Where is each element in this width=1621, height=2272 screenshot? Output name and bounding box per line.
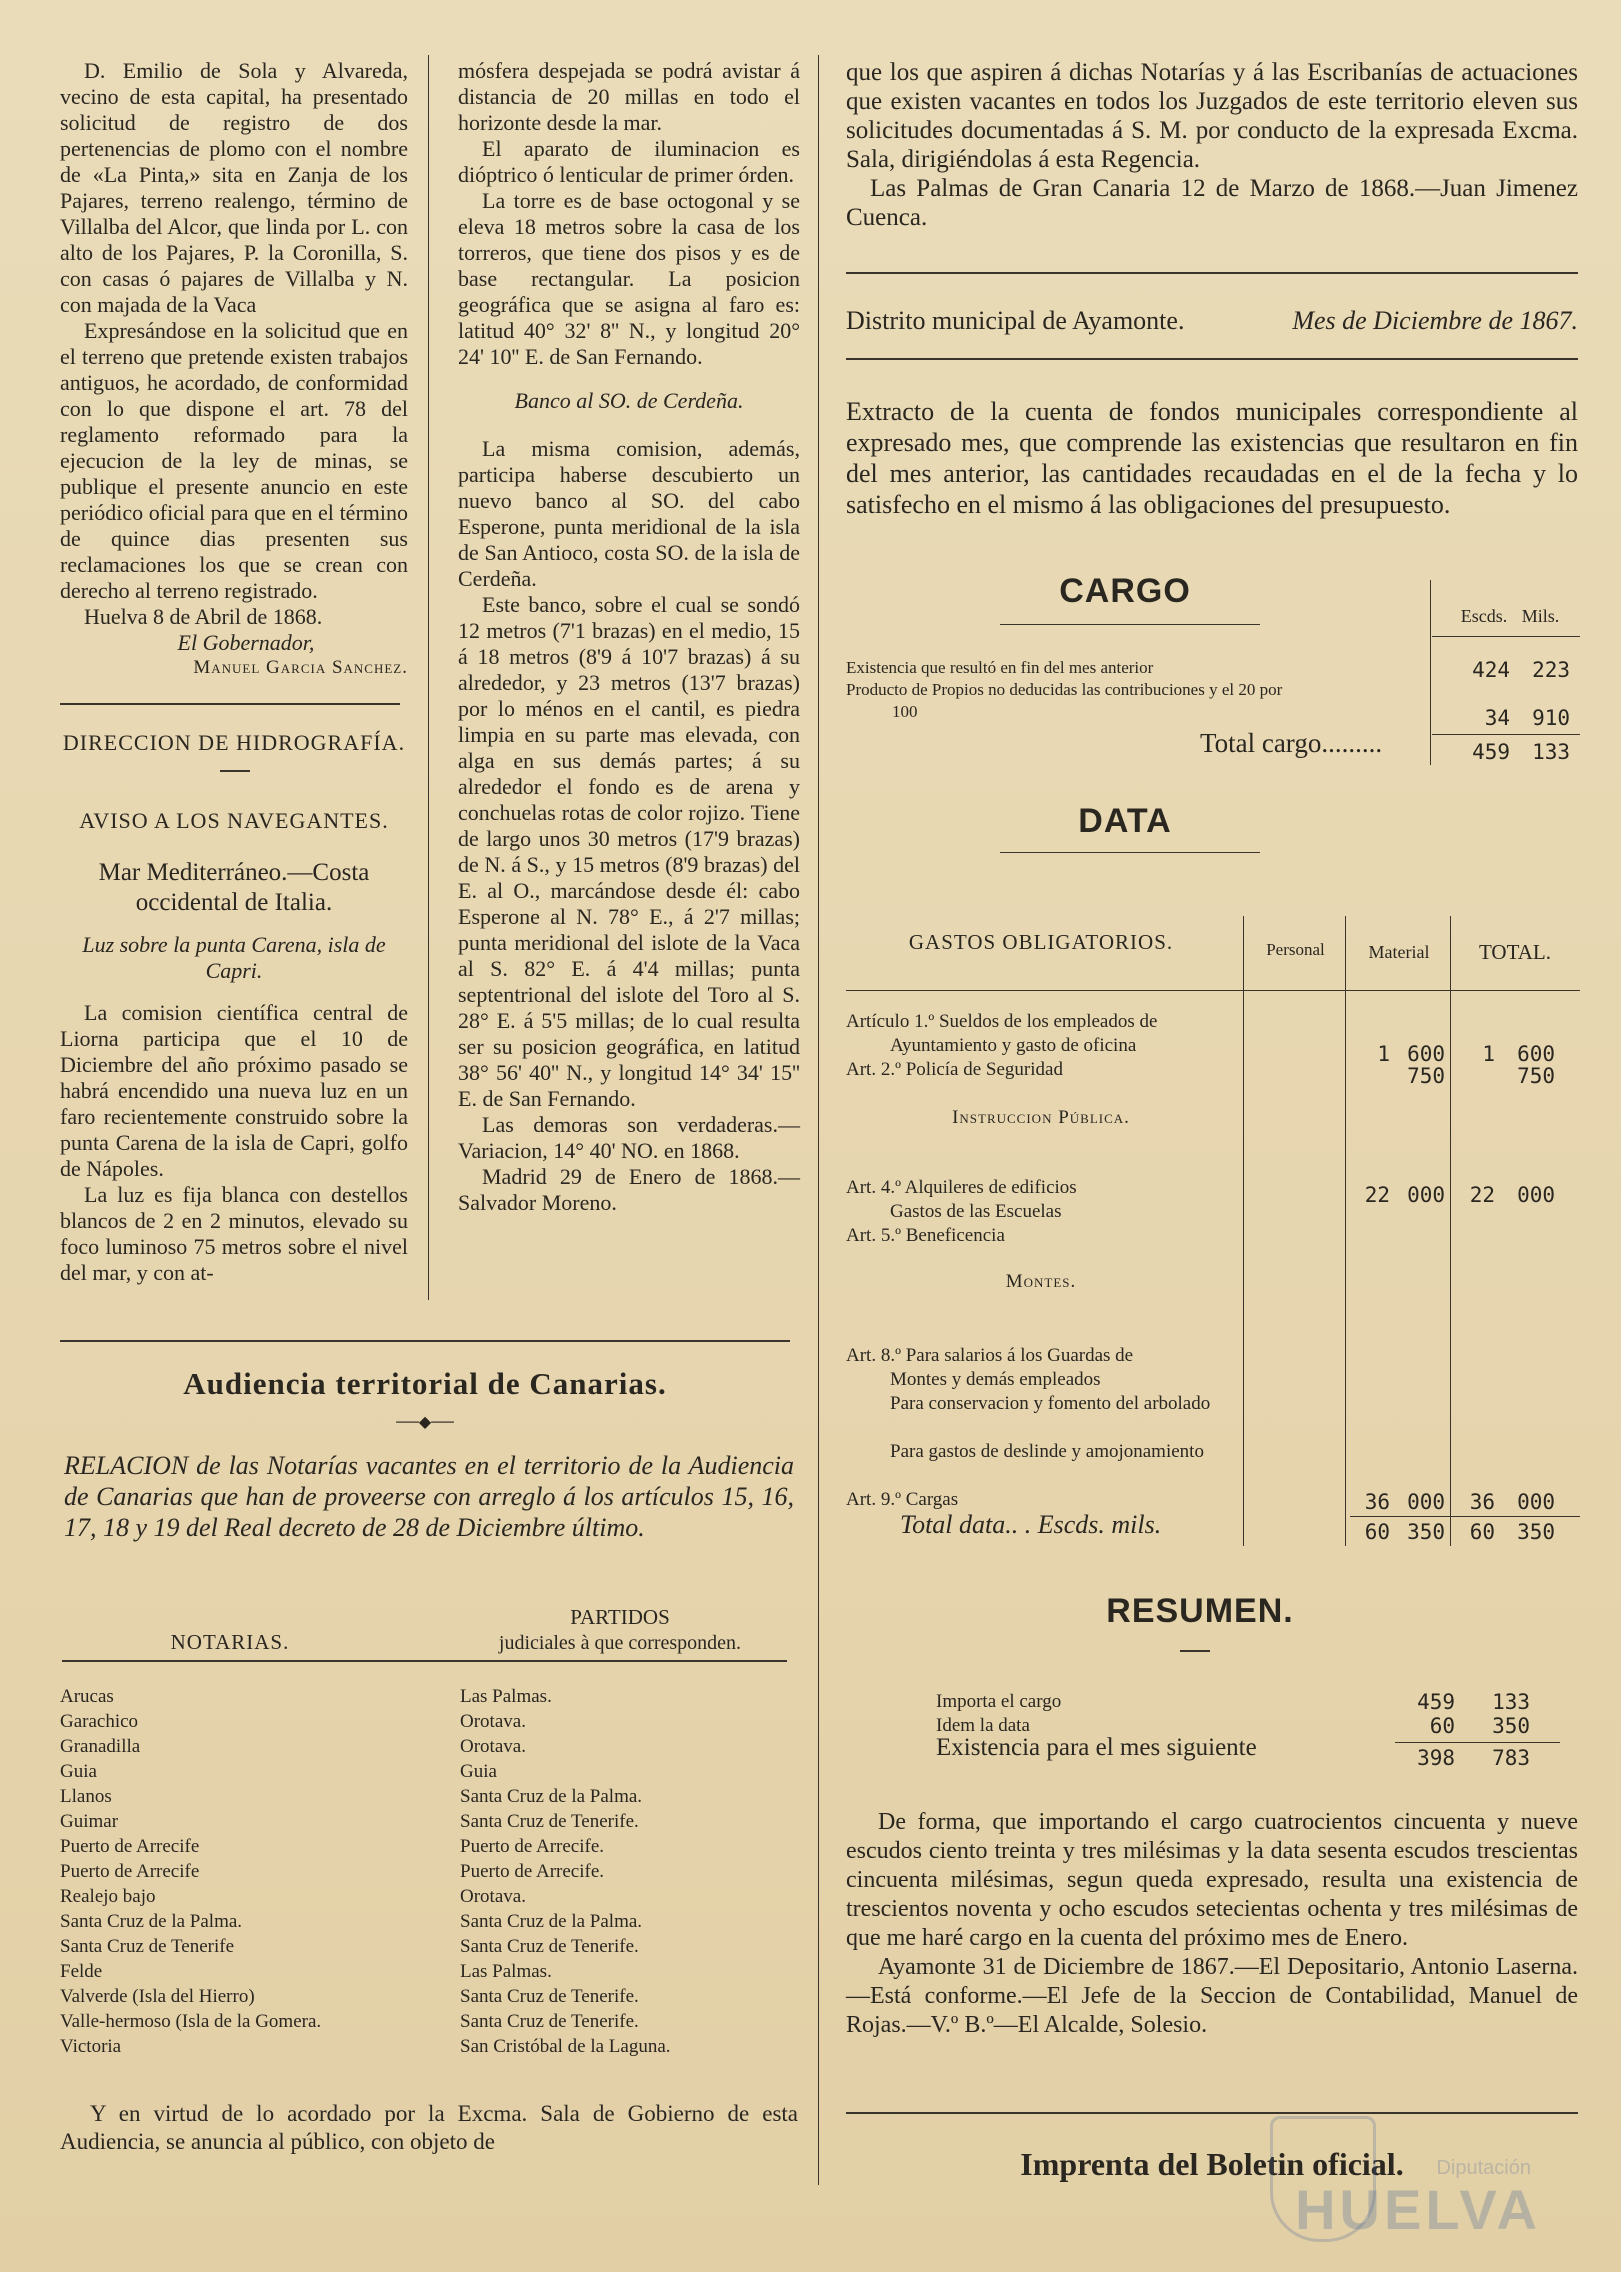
a4-total-escudos: 22 [1469,1183,1495,1207]
mining-notice-cont: Expresándose en la solicitud que en el terreno que pretende existen trabajos antiguos, he acordado, de conformidad con lo que dispone el art. 78 del reglamento reformado para la ejecucion de la ley de minas, se publique el presente anuncio en este periódico oficial para que en el término de quince dias presenten sus reclamaciones los que se crean con derecho al terreno registrado. [60,318,408,603]
audiencia-closing: Y en virtud de lo acordado por la Excma. Sala de Gobierno de esta Audiencia, se anuncia al público, con objeto de [60,2101,798,2154]
total-data: Total data.. . Escds. mils. [900,1510,1162,1539]
notaria-cell: Realejo bajo [60,1886,156,1907]
montes-heading: Montes. [1005,1271,1077,1292]
imprenta: Imprenta del Boletin oficial. [1020,2146,1404,2182]
notaria-cell: Felde [60,1961,103,1982]
divider [60,703,400,705]
resumen-title: RESUMEN. [1106,1592,1294,1630]
data-title: DATA [1078,802,1172,840]
a4-total-milesimas: 000 [1517,1183,1555,1207]
cargo-sum-rule [1432,734,1580,735]
notarias-header: NOTARIAS. [170,1630,290,1654]
total-cargo-milesimas: 133 [1532,740,1570,764]
cargo-column-rule [1430,580,1431,765]
divider [846,2112,1578,2114]
cargo2-milesimas: 910 [1532,706,1570,730]
aviso-navegantes: AVISO A LOS NAVEGANTES. [79,808,389,833]
resumen-existencia: Existencia para el mes siguiente [936,1734,1257,1761]
notaria-cell: Santa Cruz de la Palma. [60,1911,243,1932]
bank-description: Este banco, sobre el cual se sondó 12 metros (7'1 brazas) en el medio, 15 á 18 metros (8'9 á 10'7 brazas) á su alrededor, y 23 metros (13'7 brazas) por lo ménos en el cantil, es piedra limpia en su parte mas elevada, con alga en sus demás partes; á su alrededor el fondo es de arena y conchuelas rotas de color rojizo. Tiene de largo unos 30 metros (17'9 brazas) de N. á S., y 15 metros (8'9 brazas) del E. al O., marcándose desde él: cabo Esperone al N. 78° E., á 2'7 millas; punta meridional del islote de la Vaca al S. 82° E. á 4'4 millas; punta septentrional del islote del Toro al S. 28° E. á 5'5 millas; de lo cual resulta ser su posicion geográfica, en latitud 38° 56' 40'' N., y longitud 14° 34' 15'' E. de San Fernando. [458,592,800,1111]
table-row [60,1686,800,1708]
bank-notice: La misma comision, además, participa haberse descubierto un nuevo banco al SO. del cabo Esperone, punta meridional de la isla de San Antioco, costa SO. de la isla de Cerdeña. [458,436,800,591]
art5: Art. 5.º Beneficencia [846,1225,1005,1246]
light-heading: Luz sobre la punta Carena, isla de Capri. [82,932,386,983]
mes: Mes de Diciembre de 1867. [1292,306,1578,335]
notice-date: Huelva 8 de Abril de 1868. [84,604,323,629]
partido-cell: Orotava. [460,1736,526,1757]
mining-notice: D. Emilio de Sola y Alvareda, vecino de esta capital, ha presentado solicitud de registro de dos pertenencias de plomo con el nombre de «La Pinta,» sita en Zanja de los Pajares, terreno realengo, término de Villalba del Alcor, que linda por L. con alto de los Pajares, P. la Coronilla, S. con casas ó pajares de Villalba y N. con majada de la Vaca [60,58,408,317]
ornament: ──◆── [396,1414,454,1431]
light-apparatus: El aparato de iluminacion es dióptrico ó lenticular de primer órden. [458,136,800,187]
resumen-data-milesimas: 350 [1492,1714,1530,1738]
column-1 [60,58,408,679]
bearings-note: Las demoras son verdaderas.—Variacion, 14° 40' NO. en 1868. [458,1112,800,1163]
notaria-cell: Guimar [60,1811,119,1832]
data-column-rule [1450,916,1451,1546]
partido-cell: San Cristóbal de la Laguna. [460,2036,671,2057]
partido-cell: Santa Cruz de Tenerife. [460,1986,639,2007]
column-separator [428,55,429,1300]
column-2 [458,58,800,1216]
data-header-rule [846,990,1580,991]
cargo-line-2b: 100 [892,702,918,721]
art1a: Artículo 1.º Sueldos de los empleados de [846,1011,1158,1032]
table-row [60,1736,800,1758]
total-header: TOTAL. [1478,940,1551,964]
notaria-cell: Valle-hermoso (Isla de la Gomera. [60,2011,322,2032]
extracto-text: Extracto de la cuenta de fondos municipales correspondiente al expresado mes, que comprende las existencias que resultaron en fin del mes anterior, las cantidades recaudadas en el de la fecha y lo satisfecho en el mismo á las obligaciones del presupuesto. [846,397,1578,519]
notaria-cell: Valverde (Isla del Hierro) [60,1986,255,2007]
cargo2-escudos: 34 [1484,706,1510,730]
a1-material-escudos: 1 [1377,1042,1390,1066]
table-row [60,1961,800,1983]
cargo1-milesimas: 223 [1532,658,1570,682]
a2-total-milesimas: 750 [1517,1064,1555,1088]
notaria-cell: Puerto de Arrecife [60,1861,200,1882]
table-row [60,1986,800,2008]
table-row [60,2036,800,2058]
art4a: Art. 4.º Alquileres de edificios [846,1177,1077,1198]
material-header: Material [1368,942,1430,962]
total-data-total-escudos: 60 [1469,1520,1495,1544]
table-row [60,1886,800,1908]
table-row [60,1936,800,1958]
notaria-cell: Puerto de Arrecife [60,1836,200,1857]
resumen-sum-rule [1395,1742,1560,1743]
a4-material-milesimas: 000 [1407,1183,1445,1207]
art9: Art. 9.º Cargas [846,1489,959,1510]
bank-heading: Banco al SO. de Cerdeña. [514,388,744,413]
cargo-line-1: Existencia que resultó en fin del mes anterior [846,658,1154,677]
relacion-text: RELACION de las Notarías vacantes en el territorio de la Audiencia de Canarias que han de proveerse con arreglo á los artículos 15, 16, 17, 18 y 19 del Real decreto de 28 de Diciembre último. [64,1451,794,1542]
art1b: Ayuntamiento y gasto de oficina [890,1035,1137,1056]
resumen-existencia-escudos: 398 [1417,1746,1455,1770]
cargo-title: CARGO [1059,572,1191,610]
art8d: Para gastos de deslinde y amojonamiento [890,1441,1204,1462]
tower-description: La torre es de base octogonal y se eleva 18 metros sobre la casa de los torreros, que tiene dos pisos y es de base rectangular. La posicion geográfica que se asigna al faro es: latitud 40° 32' 8'' N., y longitud 20° 24' 10'' E. de San Fernando. [458,188,800,369]
partido-cell: Santa Cruz de la Palma. [460,1911,643,1932]
a9-material-milesimas: 000 [1407,1490,1445,1514]
madrid-signature: Madrid 29 de Enero de 1868.—Salvador Moreno. [458,1164,800,1215]
divider [846,358,1578,360]
art8b: Montes y demás empleados [890,1369,1101,1390]
ornament-rule [1180,1650,1210,1652]
table-header-rule [62,1660,787,1662]
table-row [60,1786,800,1808]
total-cargo: Total cargo......... [1200,728,1383,758]
table-row [60,1861,800,1883]
ayamonte-signature: Ayamonte 31 de Diciembre de 1867.—El Depositario, Antonio Laserna.—Está conforme.—El Jefe de la Seccion de Contabilidad, Manuel de Rojas.—V.º B.º—El Alcalde, Solesio. [846,1954,1578,2038]
cargo-header-rule [1432,636,1580,637]
las-palmas-signature: Las Palmas de Gran Canaria 12 de Marzo de 1868.—Juan Jimenez Cuenca. [846,175,1578,231]
column-1b [60,858,408,1286]
resumen-cargo-milesimas: 133 [1492,1690,1530,1714]
resumen-data-escudos: 60 [1429,1714,1455,1738]
art8a: Art. 8.º Para salarios á los Guardas de [846,1345,1134,1366]
cargo-header: Escds. Mils. [1460,606,1560,626]
partido-cell: Santa Cruz de Tenerife. [460,1811,639,1832]
partido-cell: Orotava. [460,1711,526,1732]
partido-cell: Puerto de Arrecife. [460,1861,605,1882]
partido-cell: Las Palmas. [460,1686,552,1707]
notaria-cell: Guia [60,1761,97,1782]
watermark-huelva: HUELVA [1295,2178,1541,2241]
partido-cell: Santa Cruz de Tenerife. [460,2011,639,2032]
a9-total-escudos: 36 [1469,1490,1495,1514]
data-column-rule [1345,916,1346,1546]
resumen-cargo-escudos: 459 [1417,1690,1455,1714]
notaria-cell: Arucas [60,1686,114,1707]
partidos-header-1: PARTIDOS [570,1605,670,1629]
signer-name: Manuel Garcia Sanchez. [193,657,408,678]
light-continued: mósfera despejada se podrá avistar á distancia de 20 millas en todo el horizonte desde la mar. [458,58,800,135]
light-description: La luz es fija blanca con destellos blancos de 2 en 2 minutos, elevado su foco luminoso 75 metros sobre el nivel del mar, y con at- [60,1182,408,1285]
table-row [60,1711,800,1733]
audiencia-title: Audiencia territorial de Canarias. [183,1366,667,1401]
art2: Art. 2.º Policía de Seguridad [846,1059,1063,1080]
column-separator-main [818,55,819,2185]
notaria-cell: Granadilla [60,1736,141,1757]
notaria-cell: Llanos [60,1786,112,1807]
notaria-cell: Santa Cruz de Tenerife [60,1936,234,1957]
partido-cell: Guia [460,1761,497,1782]
table-row [60,1761,800,1783]
signer-title: El Gobernador, [177,630,315,655]
notaria-cell: Garachico [60,1711,139,1732]
a1-material-milesimas: 600 [1407,1042,1445,1066]
light-notice: La comision científica central de Liorna participa que el 10 de Diciembre del año próximo pasado se habrá encendido una nueva luz en un faro recientemente construido sobre la punta Carena de la isla de Capri, golfo de Nápoles. [60,1000,408,1181]
a9-total-milesimas: 000 [1517,1490,1555,1514]
a4-material-escudos: 22 [1364,1183,1390,1207]
gastos-header: GASTOS OBLIGATORIOS. [908,930,1174,954]
short-divider [220,770,250,772]
resumen-text: De forma, que importando el cargo cuatrocientos cincuenta y nueve escudos ciento treinta y tres milésimas y la data sesenta escudos trescientas cincuenta milésimas, segun queda expresado, resulta una existencia de trescientos noventa y ocho escudos setecientas ochenta y tres milésimas de que me haré cargo en la cuenta del próximo mes de Enero. [846,1809,1578,1951]
watermark-sub: Diputación [1436,2157,1531,2179]
column-3b [846,1808,1578,2040]
sea-heading: Mar Mediterráneo.—Costa occidental de Italia. [98,859,370,916]
data-sum-rule [1350,1516,1580,1517]
total-cargo-escudos: 459 [1472,740,1510,764]
table-row [60,1911,800,1933]
resumen-data: Idem la data [936,1715,1030,1736]
ornament-rule [1000,852,1260,853]
resumen-cargo: Importa el cargo [936,1691,1062,1712]
column-3 [846,58,1578,232]
partido-cell: Santa Cruz de Tenerife. [460,1936,639,1957]
resumen-existencia-milesimas: 783 [1492,1746,1530,1770]
table-row [60,1836,800,1858]
personal-header: Personal [1266,940,1325,959]
total-data-material-milesimas: 350 [1407,1520,1445,1544]
table-row [60,1811,800,1833]
distrito-line [846,306,1578,336]
partidos-header-2: judiciales à que corresponden. [498,1632,742,1654]
cargo1-escudos: 424 [1472,658,1510,682]
a1-total-escudos: 1 [1482,1042,1495,1066]
art4b: Gastos de las Escuelas [890,1201,1062,1222]
distrito: Distrito municipal de Ayamonte. [846,306,1185,335]
data-column-rule [1243,916,1244,1546]
a2-material-milesimas: 750 [1407,1064,1445,1088]
notarias-continued: que los que aspiren á dichas Notarías y á las Escribanías de actuaciones que existen vacantes en todos los Juzgados de este territorio eleven sus solicitudes documentadas á S. M. por conducto de la expresada Excma. Sala, dirigiéndolas á esta Regencia. [846,59,1578,173]
partido-cell: Santa Cruz de la Palma. [460,1786,643,1807]
a9-material-escudos: 36 [1364,1490,1390,1514]
audiencia-top-rule [60,1340,790,1342]
section-hidrografia: DIRECCION DE HIDROGRAFÍA. [62,730,406,755]
instruccion-heading: Instruccion Pública. [952,1107,1130,1128]
total-data-total-milesimas: 350 [1517,1520,1555,1544]
total-data-material-escudos: 60 [1364,1520,1390,1544]
divider [846,272,1578,274]
partido-cell: Puerto de Arrecife. [460,1836,605,1857]
art8c: Para conservacion y fomento del arbolado [890,1393,1211,1414]
table-row [60,2011,800,2033]
partido-cell: Las Palmas. [460,1961,552,1982]
cargo-line-2a: Producto de Propios no deducidas las contribuciones y el 20 por [846,680,1283,699]
a1-total-milesimas: 600 [1517,1042,1555,1066]
partido-cell: Orotava. [460,1886,526,1907]
ornament-rule [1000,624,1260,625]
notaria-cell: Victoria [60,2036,122,2057]
